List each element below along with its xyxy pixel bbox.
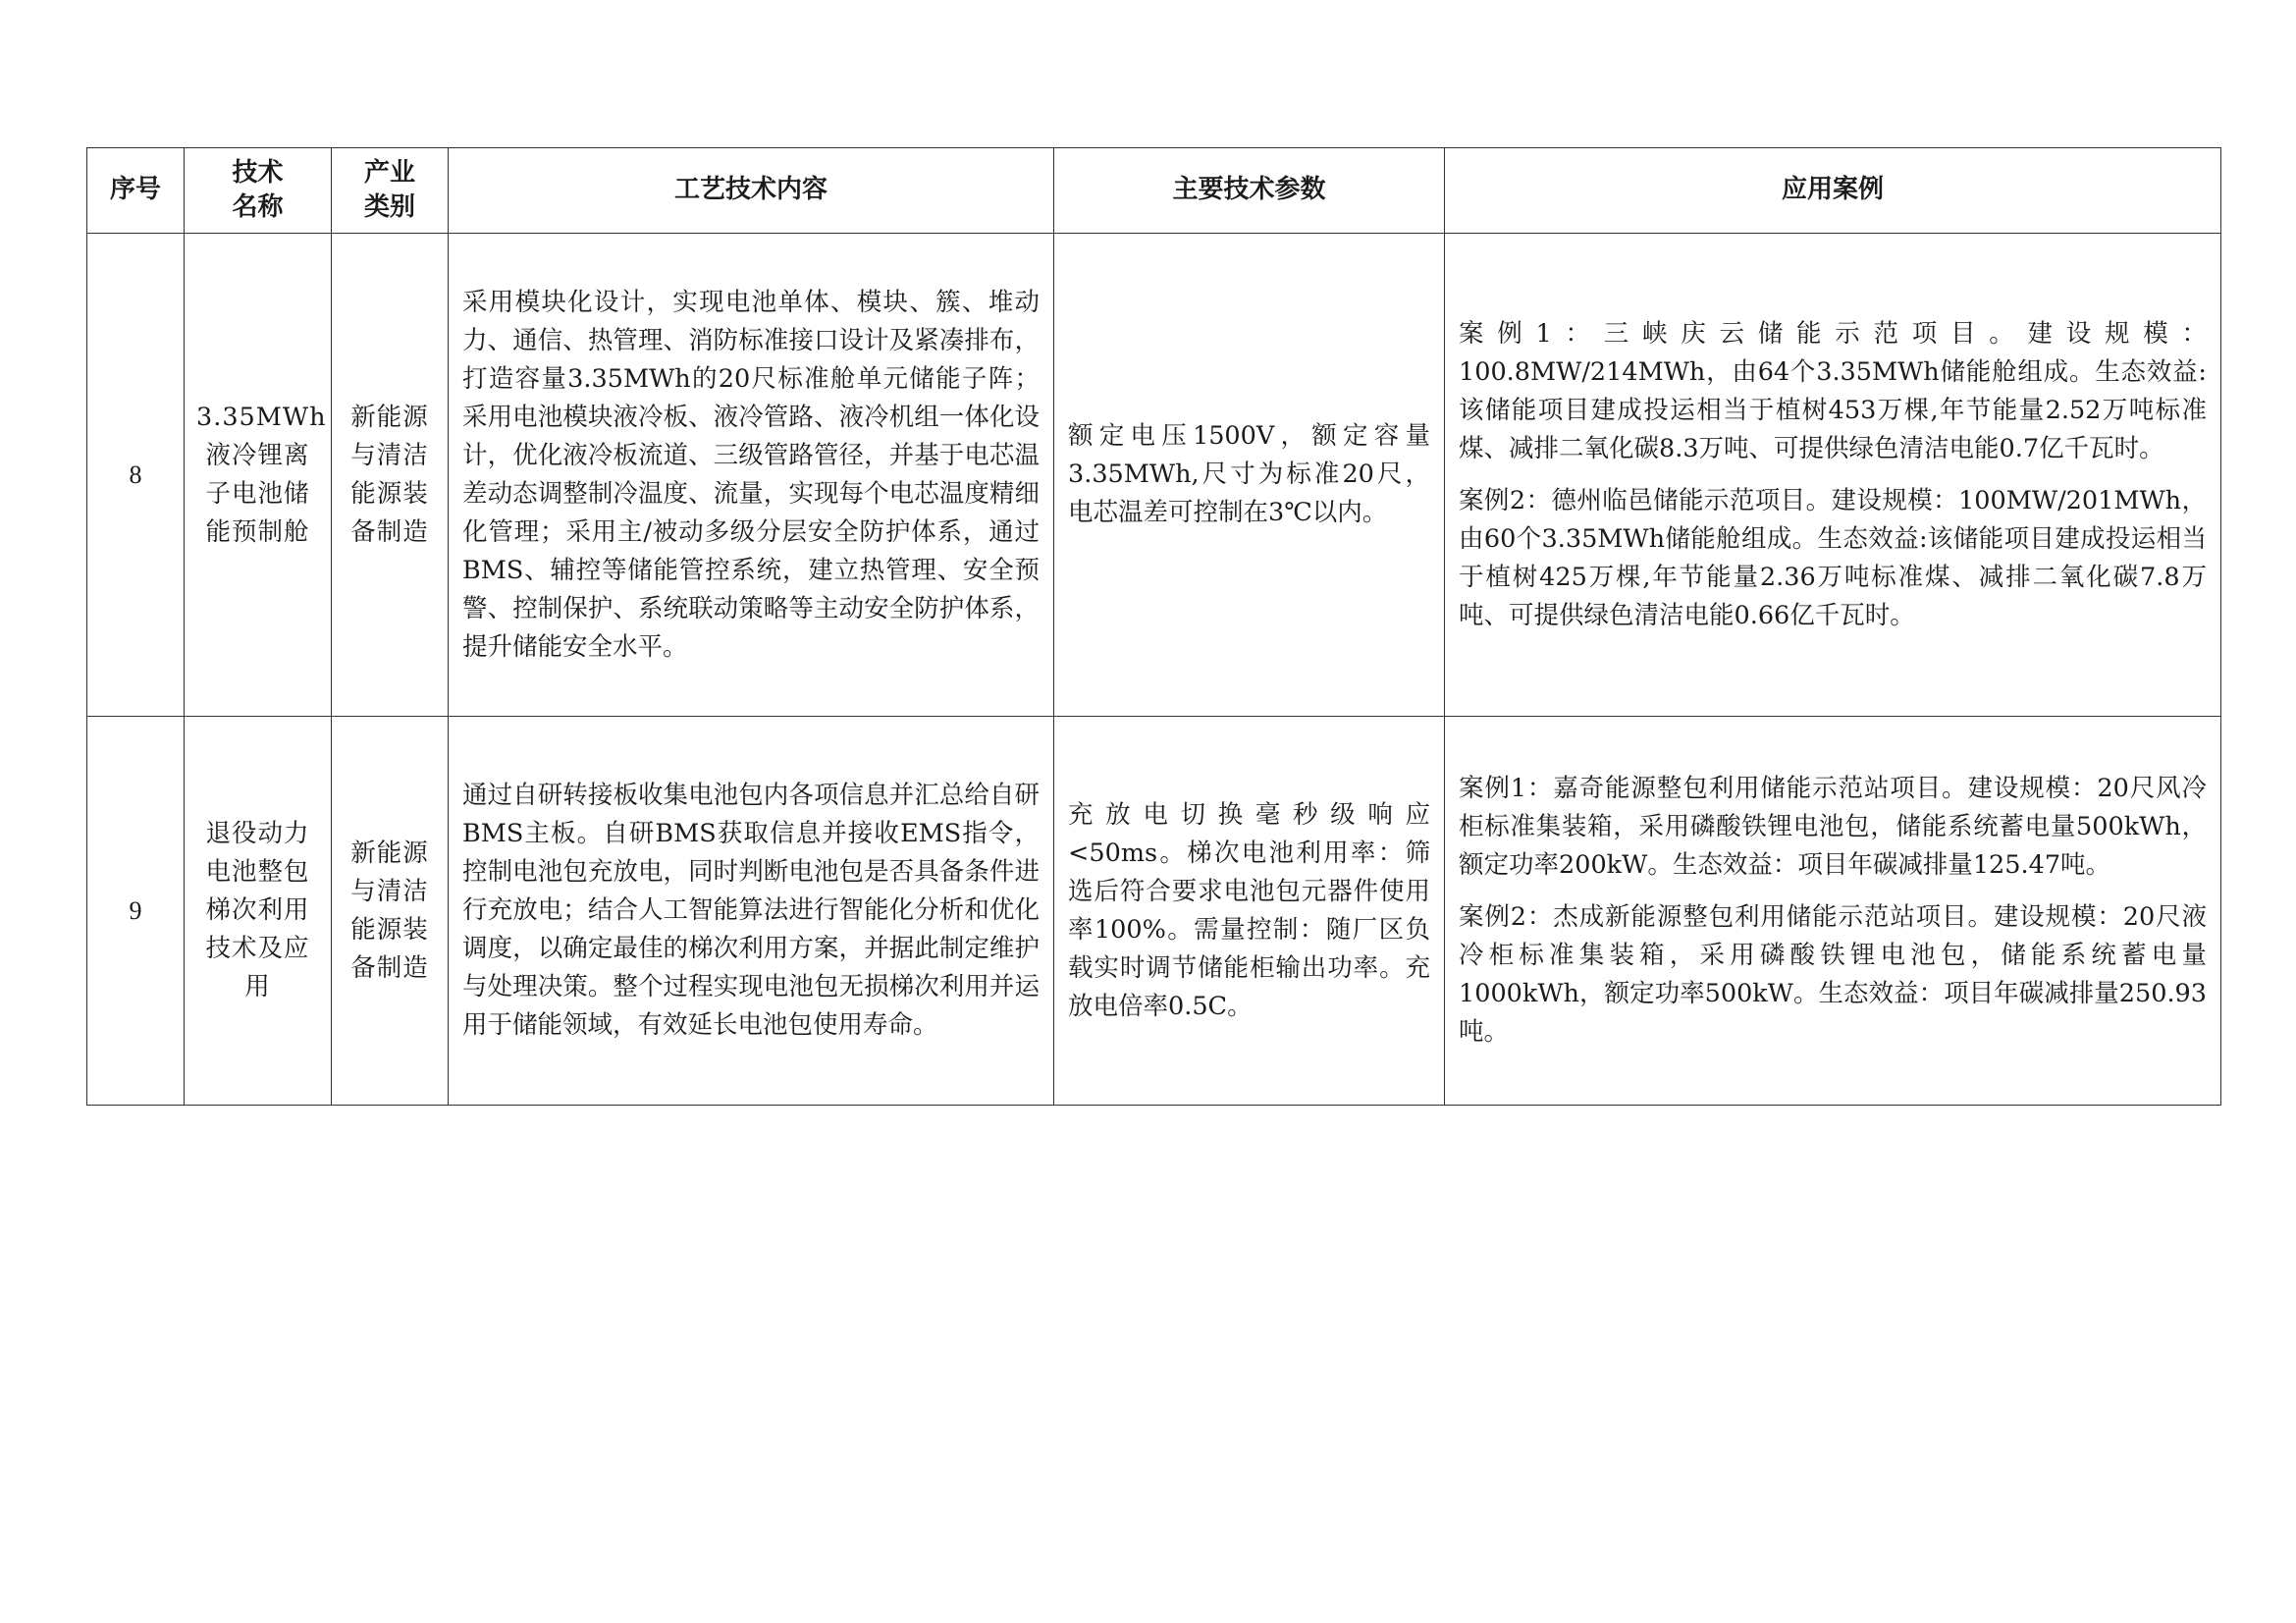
header-process: 工艺技术内容 <box>449 148 1054 234</box>
header-cases: 应用案例 <box>1445 148 2221 234</box>
industry-category: 新能源与清洁能源装备制造 <box>332 234 449 717</box>
technical-parameters: 充放电切换毫秒级响应<50ms。梯次电池利用率：筛选后符合要求电池包元器件使用率100%。需量控制：随厂区负载实时调节储能柜输出功率。充放电倍率0.5C。 <box>1054 717 1445 1106</box>
row-number: 8 <box>87 234 185 717</box>
process-content: 通过自研转接板收集电池包内各项信息并汇总给自研BMS主板。自研BMS获取信息并接收EMS指令，控制电池包充放电，同时判断电池包是否具备条件进行充放电；结合人工智能算法进行智能化分析和优化调度，以确定最佳的梯次利用方案，并据此制定维护与处理决策。整个过程实现电池包无损梯次利用并运用于储能领域，有效延长电池包使用寿命。 <box>449 717 1054 1106</box>
header-name-text: 技术名称 <box>232 157 284 222</box>
header-row <box>87 148 2221 234</box>
industry-category: 新能源与清洁能源装备制造 <box>332 717 449 1106</box>
technical-parameters: 额定电压1500V，额定容量3.35MWh,尺寸为标准20尺，电芯温差可控制在3℃以内。 <box>1054 234 1445 717</box>
application-cases <box>1445 234 2221 717</box>
header-params: 主要技术参数 <box>1054 148 1445 234</box>
application-cases <box>1445 717 2221 1106</box>
table-row <box>87 717 2221 1106</box>
case-item: 案例1：三峡庆云储能示范项目。建设规模：100.8MW/214MWh，由64个3.35MWh储能舱组成。生态效益:该储能项目建成投运相当于植树453万棵,年节能量2.52万吨标准煤、减排二氧化碳8.3万吨、可提供绿色清洁电能0.7亿千瓦时。 <box>1459 318 2207 463</box>
table-row <box>87 234 2221 717</box>
header-no: 序号 <box>87 148 185 234</box>
process-content: 采用模块化设计，实现电池单体、模块、簇、堆动力、通信、热管理、消防标准接口设计及紧凑排布，打造容量3.35MWh的20尺标准舱单元储能子阵；采用电池模块液冷板、液冷管路、液冷机组一体化设计，优化液冷板流道、三级管路管径，并基于电芯温差动态调整制冷温度、流量，实现每个电芯温度精细化管理；采用主/被动多级分层安全防护体系，通过BMS、辅控等储能管控系统，建立热管理、安全预警、控制保护、系统联动策略等主动安全防护体系，提升储能安全水平。 <box>449 234 1054 717</box>
technology-name: 退役动力电池整包梯次利用技术及应用 <box>185 717 332 1106</box>
case-item: 案例2：德州临邑储能示范项目。建设规模：100MW/201MWh，由60个3.35MWh储能舱组成。生态效益:该储能项目建成投运相当于植树425万棵,年节能量2.36万吨标准煤、减排二氧化碳7.8万吨、可提供绿色清洁电能0.66亿千瓦时。 <box>1459 485 2207 630</box>
case-item: 案例1：嘉奇能源整包利用储能示范站项目。建设规模：20尺风冷柜标准集装箱，采用磷酸铁锂电池包，储能系统蓄电量500kWh，额定功率200kW。生态效益：项目年碳减排量125.47吨。 <box>1459 774 2207 880</box>
technology-name: 3.35MWh液冷锂离子电池储能预制舱 <box>185 234 332 717</box>
row-number: 9 <box>87 717 185 1106</box>
technology-table <box>86 147 2221 1106</box>
header-name <box>185 148 332 234</box>
header-category <box>332 148 449 234</box>
header-category-text: 产业类别 <box>363 157 415 222</box>
case-item: 案例2：杰成新能源整包利用储能示范站项目。建设规模：20尺液冷柜标准集装箱，采用磷酸铁锂电池包，储能系统蓄电量1000kWh，额定功率500kW。生态效益：项目年碳减排量250.93吨。 <box>1459 902 2207 1047</box>
